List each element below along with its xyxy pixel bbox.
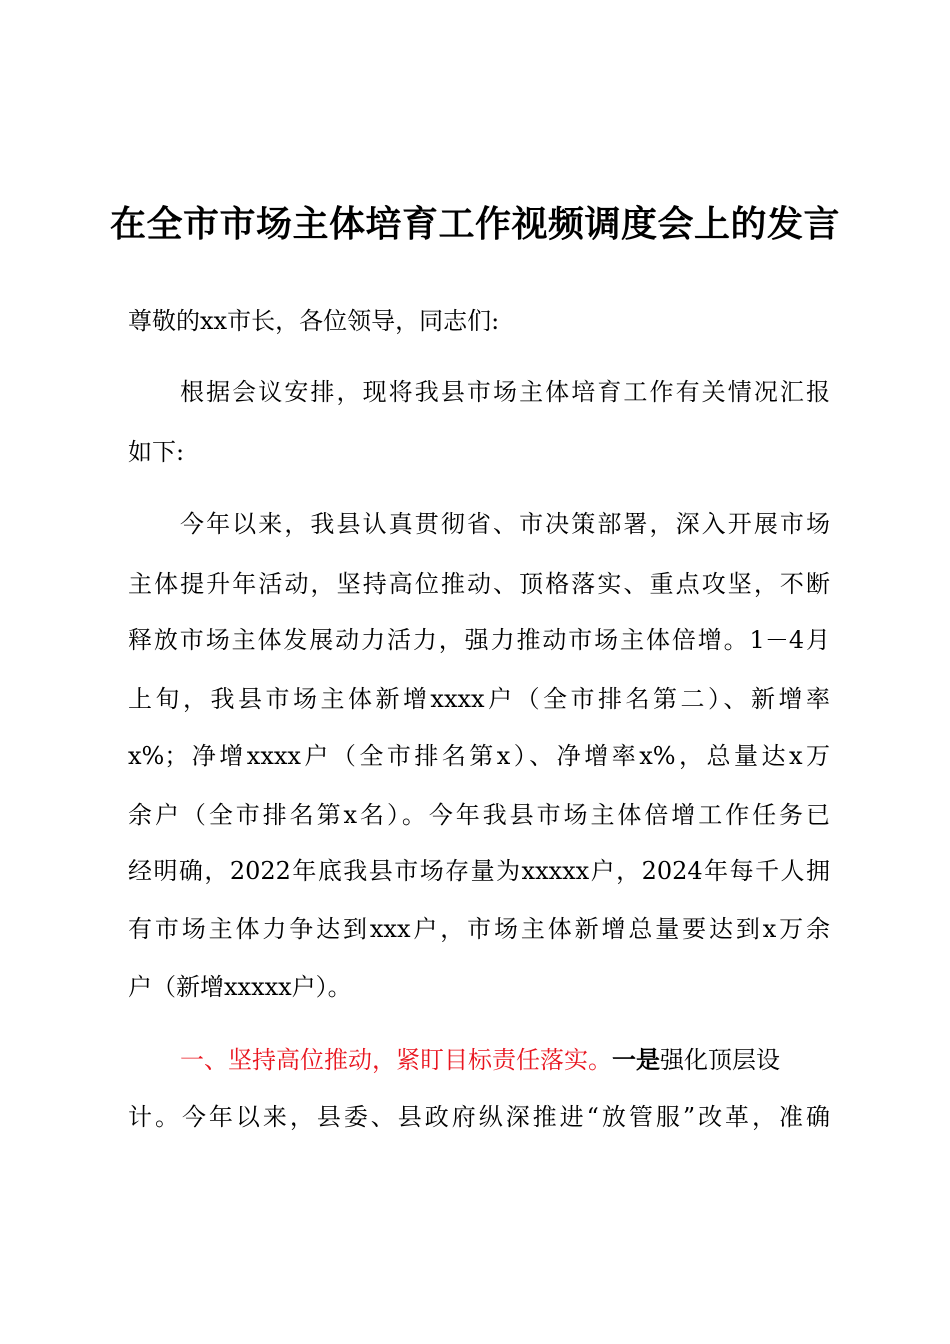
body-line-1: 今年以来，我县认真贯彻省、市决策部署，深入开展市场 xyxy=(180,510,830,538)
section-1-heading: 一、坚持高位推动，紧盯目标责任落实。 xyxy=(180,1046,612,1074)
section-1-text: 强化顶层设 xyxy=(660,1046,780,1074)
body-line-7: 经明确，2022年底我县市场存量为xxxxx户，2024年每千人拥 xyxy=(128,857,830,885)
body-line-5: x%；净增xxxx户（全市排名第x）、净增率x%，总量达x万 xyxy=(128,742,830,770)
section-1-first-line xyxy=(180,1042,830,1078)
body-line-4: 上旬，我县市场主体新增xxxx户（全市排名第二）、新增率 xyxy=(128,685,830,713)
body-line-2: 主体提升年活动，坚持高位推动、顶格落实、重点攻坚，不断 xyxy=(128,570,830,598)
body-line-8: 有市场主体力争达到xxx户，市场主体新增总量要达到x万余 xyxy=(128,915,830,943)
section-1-line-2: 计。今年以来，县委、县政府纵深推进“放管服”改革，准确 xyxy=(128,1103,830,1131)
document-title: 在全市市场主体培育工作视频调度会上的发言 xyxy=(109,204,840,245)
section-1-lead: 一是 xyxy=(612,1046,660,1074)
intro-line-2: 如下: xyxy=(128,438,185,466)
body-line-3: 释放市场主体发展动力活力，强力推动市场主体倍增。1－4月 xyxy=(128,626,830,654)
intro-line-1: 根据会议安排，现将我县市场主体培育工作有关情况汇报 xyxy=(180,378,830,406)
body-line-9: 户（新增xxxxx户）。 xyxy=(128,973,352,1001)
greeting-line: 尊敬的xx市长，各位领导，同志们: xyxy=(128,307,500,335)
body-line-6: 余户（全市排名第x名）。今年我县市场主体倍增工作任务已 xyxy=(128,801,830,829)
